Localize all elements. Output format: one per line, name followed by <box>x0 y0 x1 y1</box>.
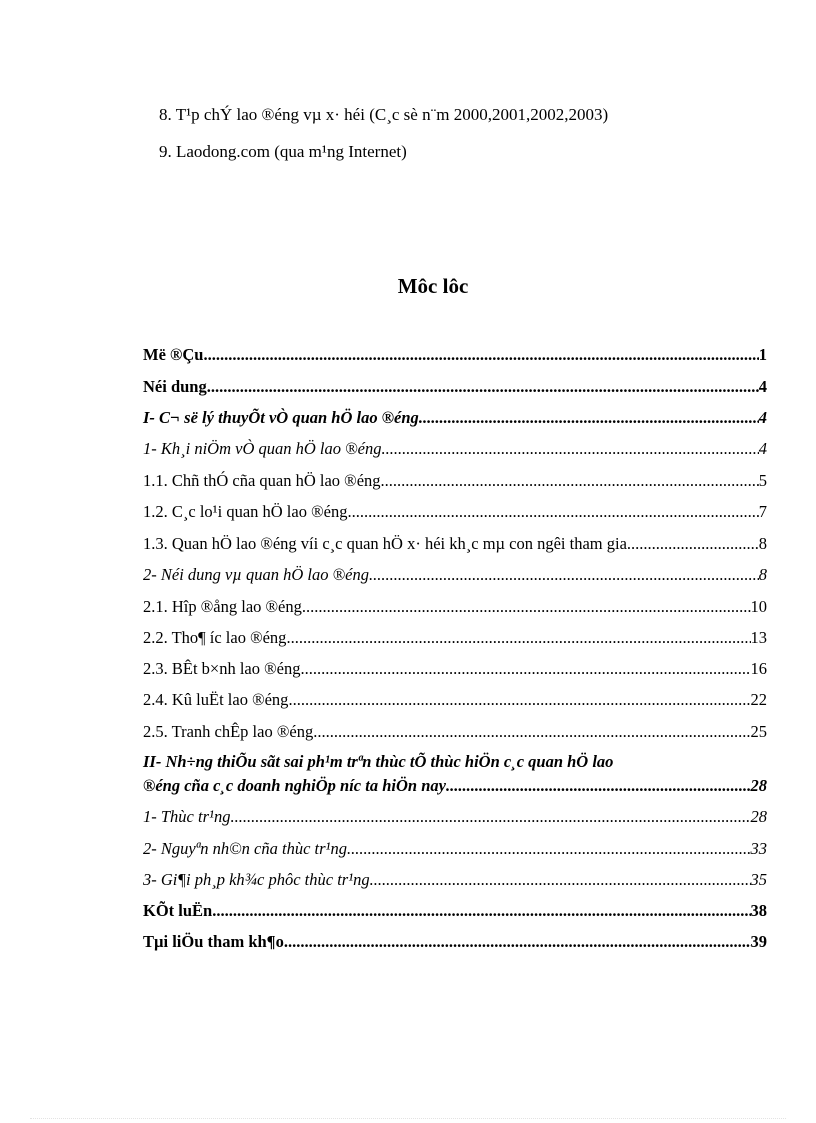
toc-entry-2-5[interactable] <box>143 722 767 742</box>
toc-entry-page: 8 <box>758 534 767 553</box>
toc-entry-page: 38 <box>750 901 767 920</box>
toc-entry-label: ®éng cña c¸c doanh nghiÖp níc ta hiÖn nay <box>143 776 446 795</box>
toc-entry-page: 5 <box>758 471 767 490</box>
toc-entry-label: 2- Nguyªn nh©n cña thùc tr¹ng <box>143 839 347 858</box>
toc-entry-label: Më ®Çu <box>143 345 204 364</box>
toc-entry-2-2[interactable] <box>143 628 767 648</box>
toc-entry-label: 1- Kh¸i niÖm vÒ quan hÖ lao ®éng <box>143 439 382 458</box>
toc-entry-1-3[interactable] <box>143 534 767 554</box>
toc-entry-page: 25 <box>750 722 767 741</box>
toc-entry-page: 1 <box>758 345 767 364</box>
toc-entry-intro[interactable] <box>143 345 767 365</box>
toc-entry-page: 35 <box>750 870 767 889</box>
toc-entry-section-2-line1: II- Nh÷ng thiÕu sãt sai ph¹m trªn thùc tÕ thùc hiÖn c¸c quan hÖ lao <box>143 752 614 771</box>
toc-entry-page: 4 <box>758 408 767 427</box>
toc-entry-page: 28 <box>750 807 767 826</box>
toc-entry-page: 10 <box>750 597 767 616</box>
toc-entry-page: 4 <box>758 439 767 458</box>
toc-entry-section-2[interactable] <box>143 776 767 796</box>
toc-entry-page: 39 <box>750 932 767 951</box>
toc-entry-label: Tµi liÖu tham kh¶o <box>143 932 284 951</box>
toc-entry-1-1[interactable] <box>143 471 767 491</box>
reference-item-8: 8. T¹p chÝ lao ®éng vµ x· héi (C¸c sè n¨m 2000,2001,2002,2003) <box>159 105 609 124</box>
toc-entry-1-2[interactable] <box>143 502 767 522</box>
toc-entry-page: 33 <box>750 839 767 858</box>
toc-entry-label: Néi dung <box>143 377 207 396</box>
toc-entry-label: KÕt luËn <box>143 901 213 920</box>
toc-entry-2[interactable] <box>143 565 767 585</box>
toc-entry-content[interactable] <box>143 377 767 397</box>
toc-entry-ii-3[interactable] <box>143 870 767 890</box>
toc-entry-1[interactable] <box>143 439 767 459</box>
toc-entry-page: 22 <box>750 690 767 709</box>
reference-item-9: 9. Laodong.com (qua m¹ng Internet) <box>159 142 407 161</box>
toc-entry-label: 3- Gi¶i ph¸p kh¾c phôc thùc tr¹ng <box>143 870 370 889</box>
toc-entry-2-4[interactable] <box>143 690 767 710</box>
toc-entry-conclusion[interactable] <box>143 901 767 921</box>
toc-entry-label: 1.2. C¸c lo¹i quan hÖ lao ®éng <box>143 502 348 521</box>
page-bottom-divider <box>30 1118 786 1119</box>
toc-entry-label: 1.3. Quan hÖ lao ®éng víi c¸c quan hÖ x· héi kh¸c mµ con ngêi tham gia <box>143 534 627 553</box>
toc-entry-section-1[interactable] <box>143 408 767 428</box>
toc-entry-2-1[interactable] <box>143 597 767 617</box>
toc-entry-ii-2[interactable] <box>143 839 767 859</box>
toc-entry-label: 2- Néi dung vµ quan hÖ lao ®éng <box>143 565 369 584</box>
toc-entry-2-3[interactable] <box>143 659 767 679</box>
toc-entry-label: 2.2. Tho¶ íc lao ®éng <box>143 628 287 647</box>
toc-entry-label: 2.3. BÊt b×nh lao ®éng <box>143 659 301 678</box>
toc-entry-page: 13 <box>750 628 767 647</box>
toc-entry-page: 7 <box>758 502 767 521</box>
toc-entry-label: 2.5. Tranh chÊp lao ®éng <box>143 722 314 741</box>
toc-entry-references[interactable] <box>143 932 767 952</box>
toc-entry-label: 1.1. Chñ thÓ cña quan hÖ lao ®éng <box>143 471 381 490</box>
toc-entry-page: 28 <box>750 776 767 795</box>
toc-entry-label: I- C¬ së lý thuyÕt vÒ quan hÖ lao ®éng <box>143 408 419 427</box>
toc-entry-ii-1[interactable] <box>143 807 767 827</box>
toc-title: Môc lôc <box>397 274 469 298</box>
toc-entry-page: 8 <box>758 565 767 584</box>
toc-entry-label: 2.4. Kû luËt lao ®éng <box>143 690 289 709</box>
toc-entry-page: 4 <box>758 377 767 396</box>
toc-entry-page: 16 <box>750 659 767 678</box>
toc-entry-label: 2.1. Hîp ®ång lao ®éng <box>143 597 302 616</box>
toc-entry-label: 1- Thùc tr¹ng <box>143 807 231 826</box>
